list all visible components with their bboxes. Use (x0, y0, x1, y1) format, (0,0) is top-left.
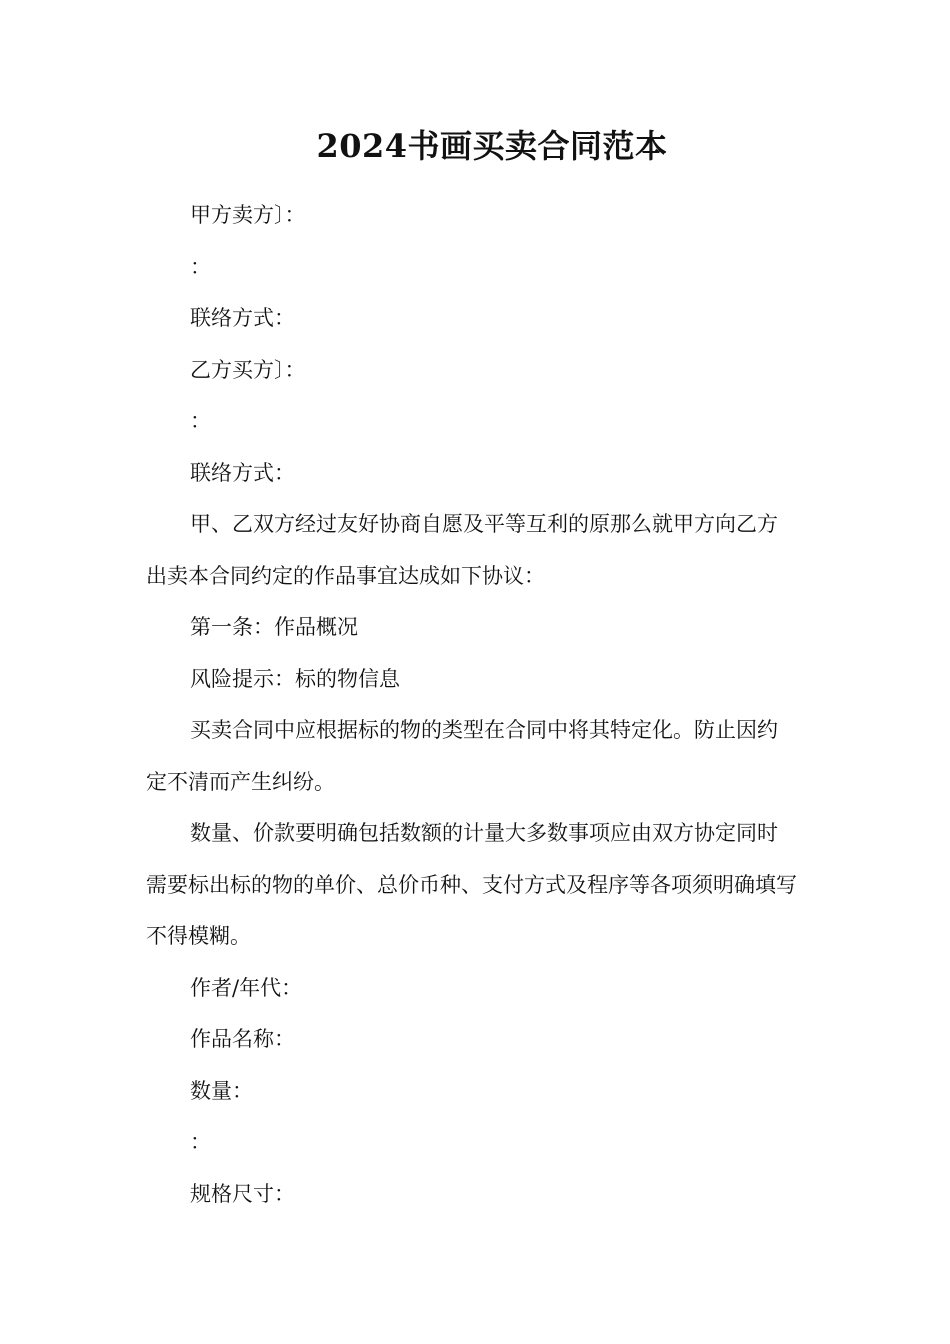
document-title: 2024书画买卖合同范本 (316, 127, 668, 165)
seller-contact-label: 联络方式： (190, 306, 295, 330)
article-one-heading: 第一条：作品概况 (190, 615, 358, 639)
buyer-contact-label: 联络方式： (190, 460, 295, 485)
seller-colon-line: ： (190, 254, 211, 279)
dimensions-label: 规格尺寸： (190, 1181, 295, 1206)
artist-era-label: 作者/年代： (190, 975, 303, 1000)
quantity-colon-line: ： (190, 1130, 211, 1154)
document-body (146, 190, 798, 1220)
risk-notice: 风险提示：标的物信息 (190, 666, 400, 691)
seller-label: 甲方卖方〕： (190, 203, 306, 227)
agreement-intro: 甲、乙双方经过友好协商自愿及平等互利的原那么就甲方向乙方出卖本合同约定的作品事宜达成如下协议： (146, 512, 778, 588)
work-name-label: 作品名称： (190, 1027, 295, 1051)
document-title-wrapper (0, 122, 950, 170)
risk-notice-body-2: 数量、价款要明确包括数额的计量大多数事项应由双方协定同时需要标出标的物的单价、总价币种、支付方式及程序等各项须明确填写不得模糊。 (146, 821, 797, 948)
buyer-label: 乙方买方〕： (190, 357, 306, 382)
quantity-label: 数量： (190, 1078, 253, 1103)
risk-notice-body-1: 买卖合同中应根据标的物的类型在合同中将其特定化。防止因约定不清而产生纠纷。 (146, 718, 778, 794)
buyer-colon-line: ： (190, 409, 211, 433)
